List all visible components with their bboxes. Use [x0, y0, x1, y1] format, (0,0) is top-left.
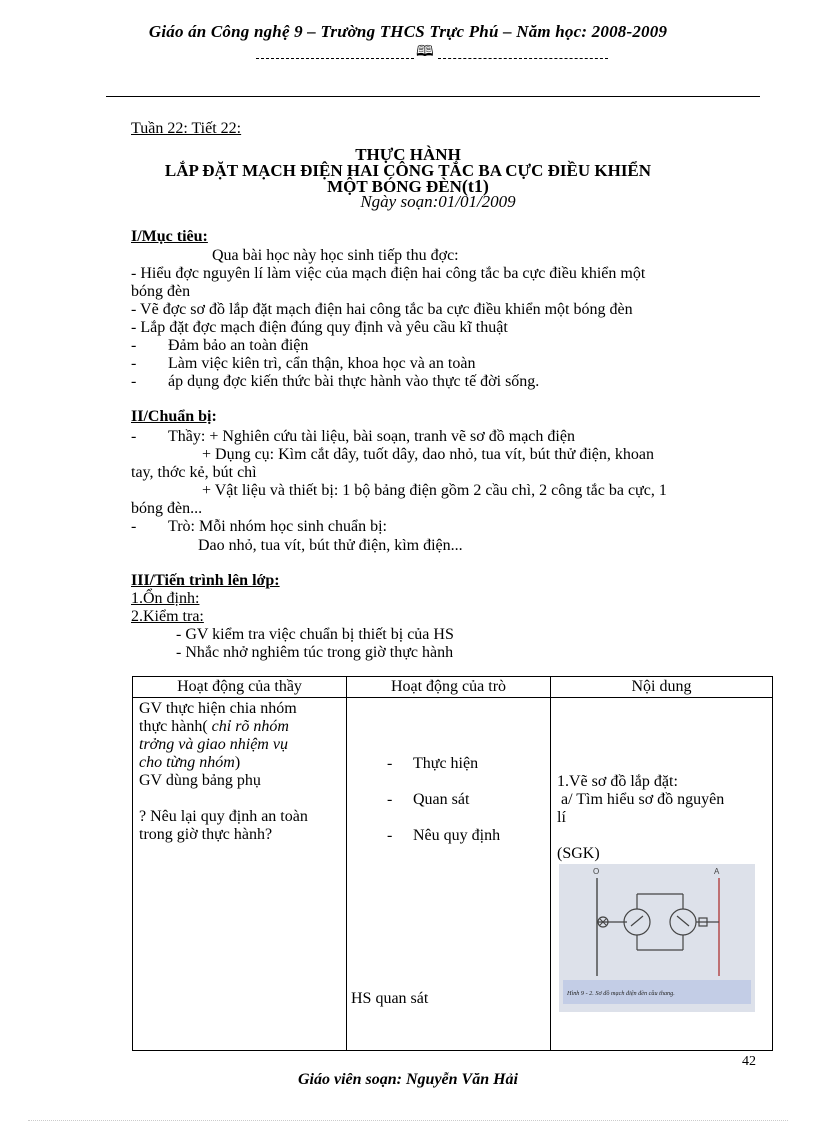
teacher-line-italic: chỉ rõ nhóm — [207, 718, 289, 735]
preparation-heading-text: II/Chuẩn bị — [131, 408, 212, 425]
student-dash: - — [387, 755, 393, 772]
lesson-title-3-text: MỘT BÓNG ĐÈN — [327, 177, 462, 196]
figure-caption: Hình 9 - 2. Sơ đồ mạch điện đèn cầu thang. — [567, 990, 675, 997]
header-rule — [106, 96, 760, 97]
objective-line: Qua bài học này học sinh tiếp thu đợc: — [212, 247, 459, 264]
page-number: 42 — [742, 1054, 756, 1069]
student-activity-cell — [347, 698, 551, 1051]
student-item: Nêu quy định — [413, 827, 501, 844]
preparation-line: Dao nhỏ, tua vít, bút thử điện, kìm điện... — [198, 537, 463, 554]
header-dash-left — [256, 58, 414, 59]
teacher-line-text: ) — [234, 754, 241, 771]
student-dash: - — [387, 791, 393, 808]
student-item: Thực hiện — [413, 755, 479, 772]
lesson-title-2: LẮP ĐẶT MẠCH ĐIỆN HAI CÔNG TẮC BA CỰC ĐIỀU KHIỂN — [164, 161, 652, 180]
content-cell — [551, 698, 773, 1051]
teacher-line — [139, 718, 340, 736]
teacher-line: GV dùng bảng phụ — [139, 772, 261, 789]
objective-dash: - — [131, 337, 137, 354]
check-line: - Nhắc nhở nghiêm túc trong giờ thực hành — [176, 644, 454, 661]
content-line: 1.Vẽ sơ đồ lắp đặt: — [557, 773, 678, 790]
preparation-line: bóng đèn... — [131, 500, 203, 517]
check-line: - GV kiểm tra việc chuẩn bị thiết bị của HS — [176, 626, 454, 643]
content-line: lí — [557, 809, 566, 826]
student-item: Quan sát — [413, 791, 470, 808]
objective-dash: - — [131, 355, 137, 372]
page-header: Giáo án Công nghệ 9 – Trường THCS Trực Phú – Năm học: 2008-2009 — [148, 22, 668, 41]
teacher-line: ? Nêu lại quy định an toàn — [139, 808, 308, 825]
lesson-date: Ngày soạn:01/01/2009 — [360, 192, 516, 211]
objective-line: - Lắp đặt đợc mạch điện đúng quy định và yêu cầu kĩ thuật — [131, 319, 508, 336]
objective-line: - Vẽ đợc sơ đồ lắp đặt mạch điện hai công tắc ba cực điều khiển một bóng đèn — [131, 301, 633, 318]
teacher-line: GV thực hiện chia nhóm — [139, 700, 297, 717]
teacher-line-text: thực hành( — [139, 718, 208, 735]
figure-label-a: A — [714, 867, 720, 876]
preparation-heading — [131, 408, 217, 426]
objective-dash: - — [131, 373, 137, 390]
objective-line: Đảm bảo an toàn điện — [168, 337, 309, 354]
process-step-2: 2.Kiểm tra: — [131, 608, 204, 625]
lesson-title-1: THỰC HÀNH — [355, 145, 461, 164]
book-icon: 🕮 — [416, 44, 434, 60]
table-header-row — [133, 677, 773, 698]
preparation-line: tay, thớc kẻ, bút chì — [131, 464, 257, 481]
table-header-cell: Nội dung — [551, 677, 773, 698]
header-dash-right — [438, 58, 608, 59]
teacher-line: trởng và giao nhiệm vụ — [139, 736, 288, 753]
process-step-1: 1.Ổn định: — [131, 590, 200, 607]
content-line: (SGK) — [557, 845, 600, 862]
preparation-dash: - — [131, 428, 137, 445]
preparation-line: + Dụng cụ: Kìm cắt dây, tuốt dây, dao nhỏ, tua vít, bút thử điện, khoan — [202, 446, 654, 463]
teacher-line: trong giờ thực hành? — [139, 826, 273, 843]
teacher-blank — [139, 790, 340, 808]
preparation-dash: - — [131, 518, 137, 535]
figure-label-o: O — [593, 867, 600, 876]
objective-line: Làm việc kiên trì, cẩn thận, khoa học và an toàn — [168, 355, 476, 372]
student-dash: - — [387, 827, 393, 844]
objective-line: bóng đèn — [131, 283, 191, 300]
student-observe: HS quan sát — [351, 990, 429, 1007]
table-header-cell: Hoạt động của thầy — [133, 677, 347, 698]
teacher-activity-cell — [133, 698, 347, 1051]
preparation-line: Thầy: + Nghiên cứu tài liệu, bài soạn, tranh vẽ sơ đồ mạch điện — [168, 428, 575, 445]
objectives-heading: I/Mục tiêu: — [131, 228, 208, 245]
teacher-line — [139, 754, 340, 772]
preparation-line: Trò: Mỗi nhóm học sinh chuẩn bị: — [168, 518, 387, 535]
circuit-diagram-figure — [559, 864, 755, 1012]
objective-line: áp dụng đợc kiến thức bài thực hành vào thực tế đời sống. — [168, 373, 540, 390]
teacher-line-italic: cho từng nhóm — [139, 754, 235, 771]
footer-rule — [28, 1120, 788, 1121]
objective-line: - Hiểu đợc nguyên lí làm việc của mạch điện hai công tắc ba cực điều khiển một — [131, 265, 646, 282]
activities-table — [132, 676, 773, 1051]
preparation-heading-colon: : — [211, 408, 217, 425]
preparation-line: + Vật liệu và thiết bị: 1 bộ bảng điện gồm 2 cầu chì, 2 công tắc ba cực, 1 — [202, 482, 667, 499]
content-line: a/ Tìm hiểu sơ đồ nguyên — [557, 791, 725, 808]
table-header-cell: Hoạt động của trò — [347, 677, 551, 698]
page-footer: Giáo viên soạn: Nguyễn Văn Hải — [297, 1071, 518, 1088]
table-row — [133, 698, 773, 1051]
process-heading: III/Tiến trình lên lớp: — [131, 572, 280, 589]
week-period: Tuần 22: Tiết 22: — [131, 120, 242, 137]
lesson-title-suffix: (t1) — [461, 176, 489, 196]
